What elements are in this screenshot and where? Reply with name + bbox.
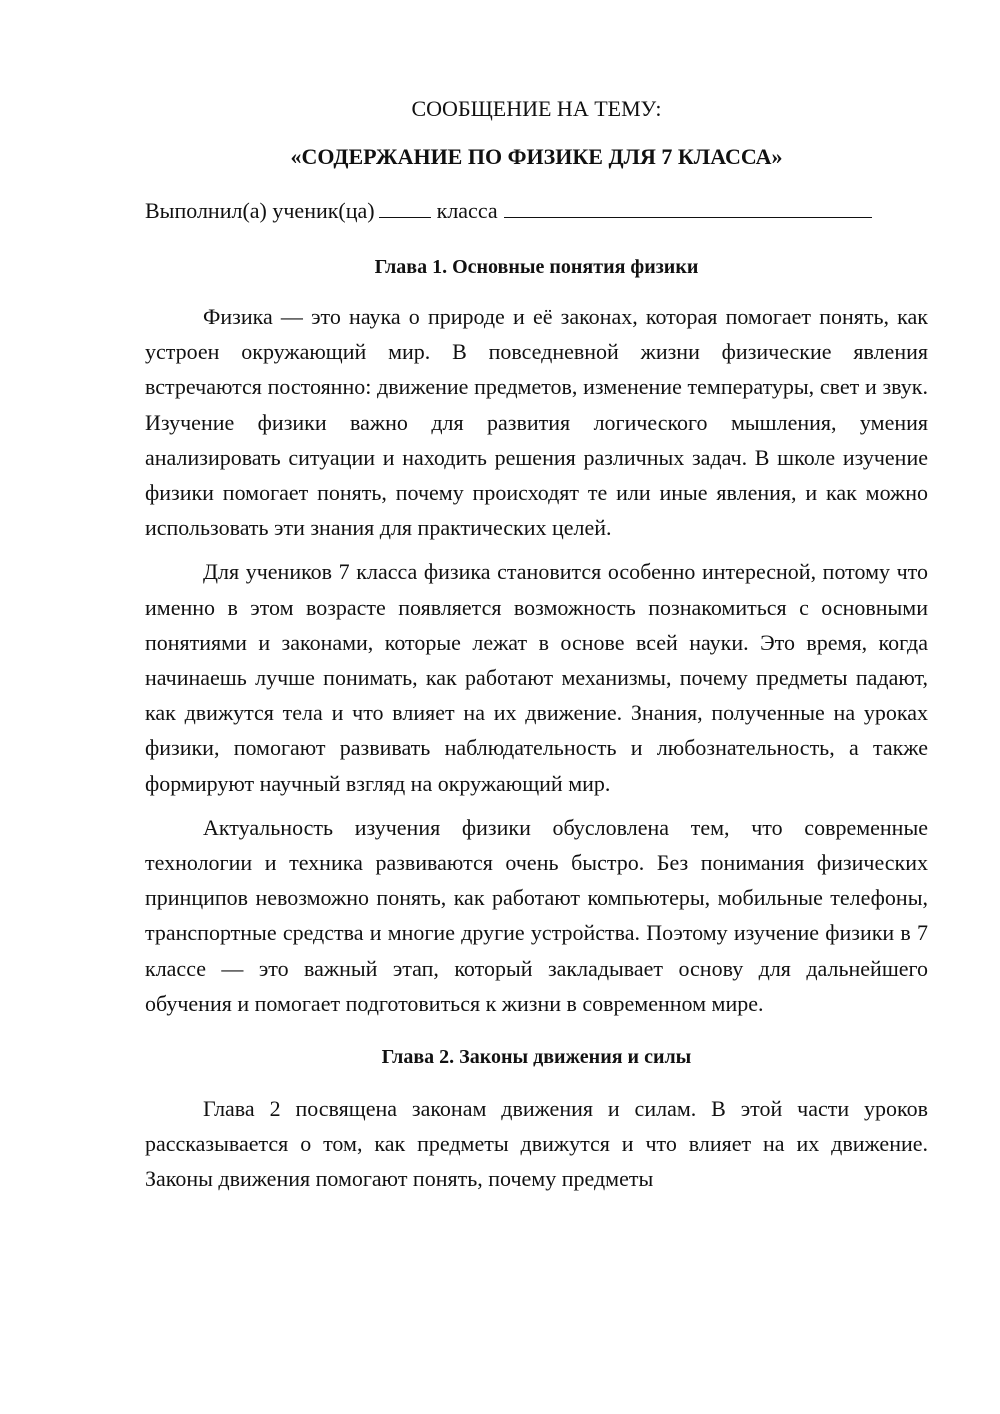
chapter-2-paragraph-1: Глава 2 посвящена законам движения и силам. В этой части уроков рассказывается о том, как предметы движутся и что влияет на их движение. Законы движения помогают понять, почему предметы: [145, 1096, 928, 1192]
chapter-1-paragraph-1: Физика — это наука о природе и её законах, которая помогает понять, как устроен окружающий мир. В повседневной жизни физические явления встречаются постоянно: движение предметов, изменение температуры, свет и звук. Изучение физики важно для развития логического мышления, умения анализировать ситуации и находить решения различных задач. В школе изучение физики помогает понять, почему происходят те или иные явления, и как можно использовать эти знания для практических целей.: [145, 304, 928, 541]
author-line: [145, 197, 928, 225]
class-number-blank: [379, 197, 431, 218]
document-title-line-2: «СОДЕРЖАНИЕ ПО ФИЗИКЕ ДЛЯ 7 КЛАССА»: [290, 144, 783, 169]
document-title-line-1: СООБЩЕНИЕ НА ТЕМУ:: [411, 96, 662, 121]
author-label: Выполнил(а) ученик(ца): [145, 198, 375, 223]
class-label: класса: [436, 198, 498, 223]
chapter-2-heading: Глава 2. Законы движения и силы: [381, 1046, 692, 1069]
chapter-1-heading: Глава 1. Основные понятия физики: [374, 256, 699, 278]
chapter-1-paragraph-3: Актуальность изучения физики обусловлена тем, что современные технологии и техника развиваются очень быстро. Без понимания физических принципов невозможно понять, как работают компьютеры, мобильные телефоны, транспортные средства и многие другие устройства. Поэтому изучение физики в 7 классе — это важный этап, который закладывает основу для дальнейшего обучения и помогает подготовиться к жизни в современном мире.: [145, 814, 928, 1016]
chapter-1-paragraph-2: Для учеников 7 класса физика становится особенно интересной, потому что именно в этом возрасте появляется возможность познакомиться с основными понятиями и законами, которые лежат в основе всей науки. Это время, когда начинаешь лучше понимать, как работают механизмы, почему предметы падают, как движутся тела и что влияет на их движение. Знания, полученные на уроках физики, помогают развивать наблюдательность и любознательность, а также формируют научный взгляд на окружающий мир.: [145, 559, 928, 796]
student-name-blank: [504, 197, 872, 218]
